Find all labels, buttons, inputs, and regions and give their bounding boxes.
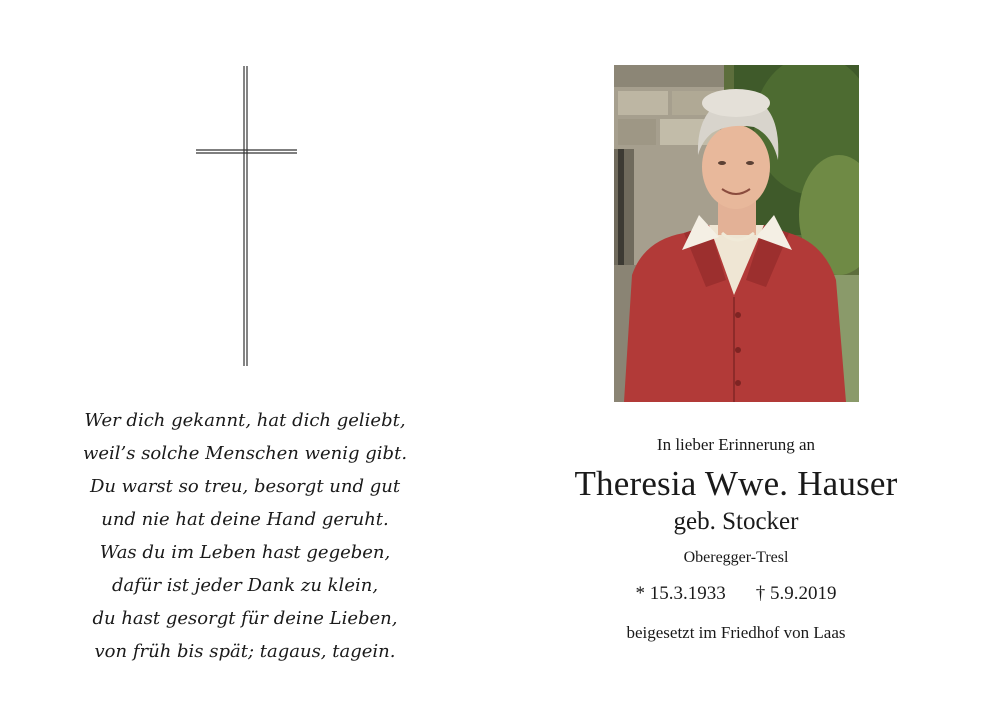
burial-place: beigesetzt im Friedhof von Laas [626,623,846,642]
life-dates [546,580,926,608]
memorial-info [546,432,926,646]
poem-line: weil’s solche Menschen wenig gibt. [82,443,408,464]
birth-date: * 15.3.1933 [635,583,726,604]
memorial-poem [40,404,450,668]
deceased-name: Theresia Wwe. Hauser [574,464,898,503]
poem-line: dafür ist jeder Dank zu klein, [111,575,379,596]
portrait-photo [614,65,859,402]
intro-line: In lieber Erinnerung an [656,435,816,454]
poem-line: Wer dich gekannt, hat dich geliebt, [84,410,406,431]
poem-line: Was du im Leben hast gegeben, [99,542,391,563]
poem-line: Du warst so treu, besorgt und gut [89,476,401,497]
poem-line: und nie hat deine Hand geruht. [101,509,389,530]
maiden-name: geb. Stocker [673,508,799,535]
house-name: Oberegger-Tresl [683,549,789,566]
cross-icon [196,66,297,366]
death-date: † 5.9.2019 [755,583,837,604]
poem-line: du hast gesorgt für deine Lieben, [92,608,398,629]
poem-line: von früh bis spät; tagaus, tagein. [94,641,396,662]
